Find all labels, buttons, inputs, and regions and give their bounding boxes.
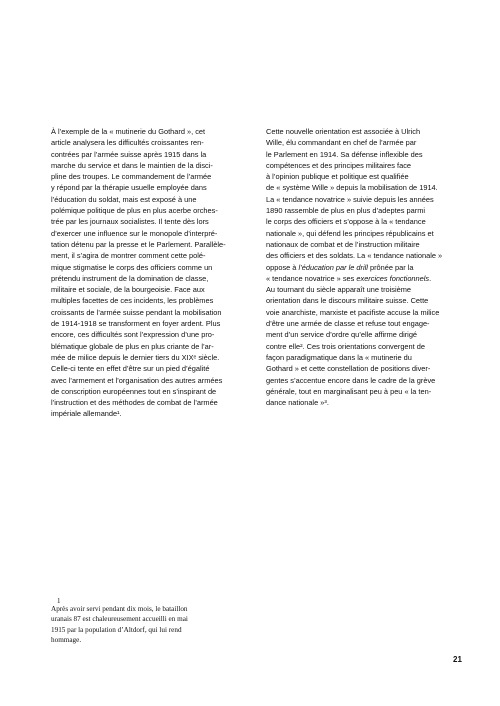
text-line: multiples facettes de ces incidents, les problèmes bbox=[51, 296, 214, 306]
text-line: dance nationale »³. bbox=[266, 398, 329, 408]
text-line: voie anarchiste, marxiste et pacifiste accuse la milice bbox=[266, 307, 440, 317]
text-line: le Parlement en 1914. Sa défense inflexible des bbox=[266, 149, 423, 159]
text-line: contrées par l’armée suisse après 1915 dans la bbox=[51, 149, 207, 159]
text-line: blématique globale de plus en plus criante de l’ar- bbox=[51, 341, 214, 351]
text-line: mique stigmatise le corps des officiers comme un bbox=[51, 262, 213, 272]
emphasis-text: l’éducation par le drill bbox=[298, 262, 368, 272]
page-number: 21 bbox=[453, 655, 462, 664]
text-line: Cette nouvelle orientation est associée à Ulrich bbox=[266, 127, 421, 136]
text-line: de « système Wille » depuis la mobilisation de 1914. bbox=[266, 183, 438, 193]
footnote-line: uranais 87 est chaleureusement accueilli en mai bbox=[51, 615, 188, 624]
right-text-column bbox=[266, 126, 464, 408]
text-line: l’éducation du soldat, mais est exposé à une bbox=[51, 194, 197, 204]
text-line: prétendu instrument de la domination de classe, bbox=[51, 273, 209, 283]
text-line: La « tendance novatrice » suivie depuis les années bbox=[266, 194, 434, 204]
text-line: orientation dans le discours militaire suisse. Cette bbox=[266, 296, 429, 306]
text-line: l’instruction et des méthodes de combat de l’armée bbox=[51, 398, 218, 408]
text-line: à l’opinion publique et politique est qualifiée bbox=[266, 172, 409, 182]
text-line: nationaux de combat et de l’instruction militaire bbox=[266, 239, 420, 249]
text-line: À l’exemple de la « mutinerie du Gothard », cet bbox=[51, 127, 206, 136]
text-line: Gothard » et cette constellation de positions diver- bbox=[266, 364, 431, 374]
text-line: oppose à l’éducation par le drill prônée par la bbox=[266, 262, 414, 272]
text-line: le corps des officiers et s’oppose à la « tendance bbox=[266, 217, 426, 227]
text-line: article analysera les difficultés croissantes ren- bbox=[51, 138, 204, 148]
text-line: militaire et sociale, de la bourgeoisie. Face aux bbox=[51, 285, 205, 295]
footnote-text bbox=[51, 604, 251, 645]
text-line: de 1914-1918 se transforment en foyer ardent. Plus bbox=[51, 319, 221, 329]
text-line: gentes s’accentue encore dans le cadre de la grève bbox=[266, 375, 436, 385]
text-line: polémique politique de plus en plus acerbe orches- bbox=[51, 206, 218, 216]
footnote-number: 1 bbox=[57, 597, 61, 605]
text-line: de conscription européennes tout en s’inspirant de bbox=[51, 386, 217, 396]
text-line: Au tournant du siècle apparaît une troisième bbox=[266, 285, 412, 295]
text-line: façon paradigmatique dans la « mutinerie du bbox=[266, 352, 412, 362]
text-line: nationale », qui défend les principes républicains et bbox=[266, 228, 434, 238]
text-line: Celle-ci tente en effet d’être sur un pied d’égalité bbox=[51, 364, 210, 374]
text-line: contre elle². Ces trois orientations convergent de bbox=[266, 341, 425, 351]
text-line: encore, ces difficultés sont l’expression d’une pro- bbox=[51, 330, 215, 340]
text-line: ment d’un service d’ordre qu’elle affirme dirigé bbox=[266, 330, 418, 340]
text-line: ment, il s’agira de montrer comment cette polé- bbox=[51, 251, 206, 261]
text-line: « tendance novatrice » ses exercices fonctionnels. bbox=[266, 273, 432, 283]
text-line: 1890 rassemble de plus en plus d’adeptes parmi bbox=[266, 206, 425, 216]
text-line: Wille, élu commandant en chef de l’armée par bbox=[266, 138, 417, 148]
text-line: trée par les journaux socialistes. Il tente dès lors bbox=[51, 217, 209, 227]
emphasis-text: exercices fonctionnels bbox=[356, 273, 430, 283]
text-line: marche du service et dans le maintien de la disci- bbox=[51, 160, 213, 170]
footnote-line: 1915 par la population d’Altdorf, qui lui rend bbox=[51, 625, 182, 634]
footnote-line: hommage. bbox=[51, 635, 82, 644]
text-line: mée de milice depuis le dernier tiers du XIXᵉ siècle. bbox=[51, 352, 220, 362]
footnote-line: Après avoir servi pendant dix mois, le bataillon bbox=[51, 605, 188, 613]
text-line: d’exercer une influence sur le monopole d’interpré- bbox=[51, 228, 218, 238]
text-line: avec l’armement et l’organisation des autres armées bbox=[51, 375, 223, 385]
left-text-column bbox=[51, 126, 247, 420]
text-line: tation détenu par la presse et le Parlement. Parallèle- bbox=[51, 239, 226, 249]
text-line: pline des troupes. Le commandement de l’armée bbox=[51, 172, 212, 182]
text-line: des officiers et des soldats. La « tendance nationale » bbox=[266, 251, 443, 261]
text-line: y répond par la thérapie usuelle employée dans bbox=[51, 183, 207, 193]
text-line: impériale allemande¹. bbox=[51, 409, 122, 419]
text-line: croissants de l’armée suisse pendant la mobilisation bbox=[51, 307, 222, 317]
text-line: compétences et des principes militaires face bbox=[266, 160, 412, 170]
text-line: d’être une armée de classe et refuse tout engage- bbox=[266, 319, 430, 329]
text-line: générale, tout en marginalisant peu à peu « la ten- bbox=[266, 386, 432, 396]
